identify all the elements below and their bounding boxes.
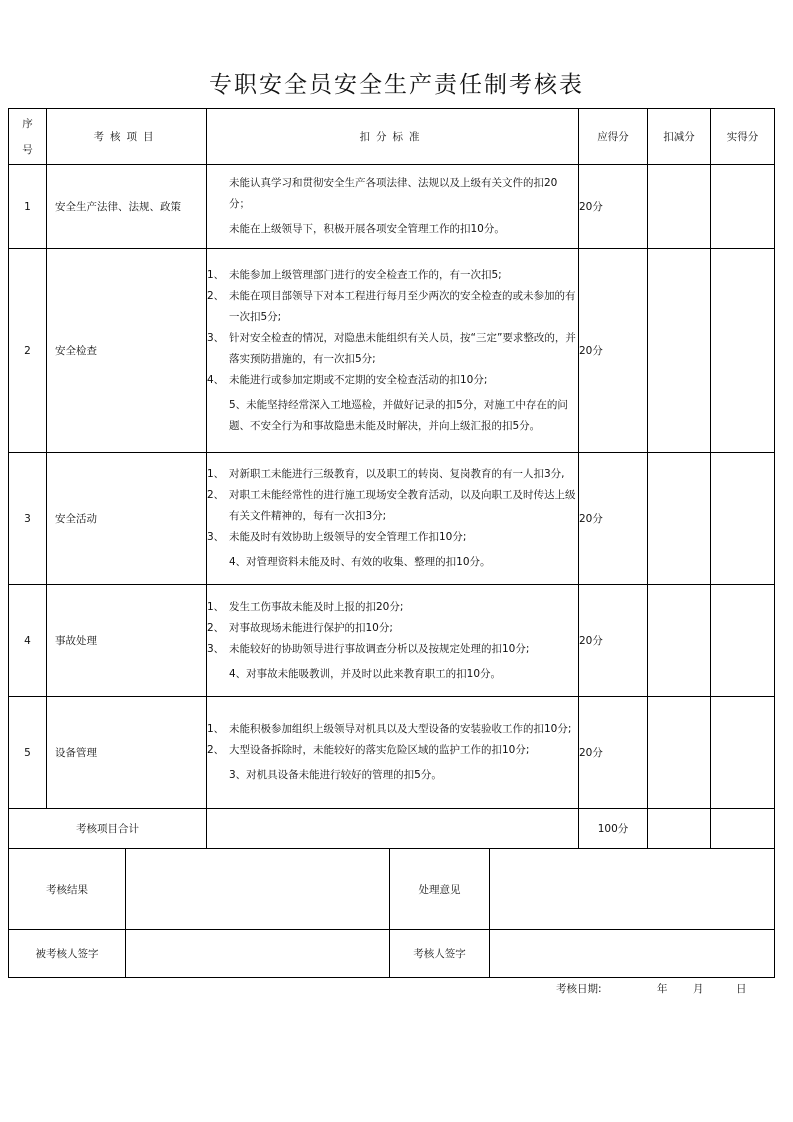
- criteria-line: 2、 对职工未能经常性的进行施工现场安全教育活动，以及向职工及时传达上级有关文件精神的，每有一次扣3分;: [207, 489, 576, 522]
- criteria-line: 4、 未能进行或参加定期或不定期的安全检查活动的扣10分;: [207, 373, 488, 386]
- criteria-line: 1、 未能参加上级管理部门进行的安全检查工作的，有一次扣5;: [207, 268, 502, 281]
- header-deduct: 扣减分: [648, 109, 711, 165]
- row-number: 2: [9, 249, 47, 453]
- total-row: [9, 809, 775, 849]
- row-criteria: [207, 697, 579, 809]
- criteria-line: 3、 针对安全检查的情况，对隐患未能组织有关人员，按“三定”要求整改的，并落实预防措施的，有一次扣5分;: [207, 331, 576, 365]
- row-item: 事故处理: [47, 585, 207, 697]
- opinion-label: 处理意见: [390, 849, 490, 930]
- assessor-signature-label: 考核人签字: [390, 930, 490, 978]
- criteria-line: 4、对管理资料未能及时、有效的收集、整理的扣10分。: [229, 556, 491, 568]
- row-number: 5: [9, 697, 47, 809]
- signature-table: [8, 848, 775, 978]
- date-month: 月: [693, 983, 704, 995]
- header-criteria: 扣分标准: [207, 109, 579, 165]
- row-actual-cell[interactable]: [711, 249, 775, 453]
- row-item: 设备管理: [47, 697, 207, 809]
- total-actual-cell[interactable]: [711, 809, 775, 849]
- row-number: 3: [9, 453, 47, 585]
- header-seq: [9, 109, 47, 165]
- header-seq-bottom: 号: [22, 143, 33, 156]
- row-criteria: [207, 585, 579, 697]
- row-item: 安全检查: [47, 249, 207, 453]
- result-label: 考核结果: [9, 849, 126, 930]
- table-row: [9, 453, 775, 585]
- criteria-line: 1、 发生工伤事故未能及时上报的扣20分;: [207, 600, 404, 613]
- table-row: [9, 585, 775, 697]
- criteria-line: 未能认真学习和贯彻安全生产各项法律、法规以及上级有关文件的扣20分；: [229, 177, 558, 210]
- row-deduct-cell[interactable]: [648, 585, 711, 697]
- row-deduct-cell[interactable]: [648, 453, 711, 585]
- row-criteria: [207, 165, 579, 249]
- total-deduct-cell[interactable]: [648, 809, 711, 849]
- header-seq-top: 序: [22, 117, 33, 130]
- assessor-signature-field[interactable]: [490, 930, 775, 978]
- result-field[interactable]: [126, 849, 390, 930]
- table-header-row: [9, 109, 775, 165]
- row-deduct-cell[interactable]: [648, 165, 711, 249]
- opinion-field[interactable]: [490, 849, 775, 930]
- criteria-line: 1、 未能积极参加组织上级领导对机具以及大型设备的安装验收工作的扣10分;: [207, 723, 572, 735]
- header-due: 应得分: [579, 109, 648, 165]
- criteria-line: 5、未能坚持经常深入工地巡检，并做好记录的扣5分，对施工中存在的问题、不安全行为和事故隐患未能及时解决，并向上级汇报的扣5分。: [229, 398, 568, 432]
- row-actual-cell[interactable]: [711, 585, 775, 697]
- row-deduct-cell[interactable]: [648, 249, 711, 453]
- row-number: 4: [9, 585, 47, 697]
- row-item: 安全生产法律、法规、政策: [47, 165, 207, 249]
- row-criteria: [207, 249, 579, 453]
- criteria-line: 2、 大型设备拆除时，未能较好的落实危险区域的监护工作的扣10分;: [207, 744, 530, 756]
- total-score: 100分: [579, 809, 648, 849]
- row-actual-cell[interactable]: [711, 165, 775, 249]
- date-day: 日: [736, 983, 747, 995]
- total-criteria-cell: [207, 809, 579, 849]
- row-score: 20分: [579, 453, 648, 585]
- criteria-line: 1、 对新职工未能进行三级教育，以及职工的转岗、复岗教育的有一人扣3分,: [207, 468, 565, 480]
- criteria-line: 未能在上级领导下，积极开展各项安全管理工作的扣10分。: [229, 223, 505, 235]
- criteria-line: 2、 未能在项目部领导下对本工程进行每月至少两次的安全检查的或未参加的有一次扣5分;: [207, 289, 576, 323]
- table-row: [9, 165, 775, 249]
- signature-row: [9, 930, 775, 978]
- criteria-line: 4、对事故未能吸教训，并及时以此来教育职工的扣10分。: [229, 667, 502, 680]
- row-actual-cell[interactable]: [711, 697, 775, 809]
- row-item: 安全活动: [47, 453, 207, 585]
- criteria-line: 3、 未能较好的协助领导进行事故调查分析以及按规定处理的扣10分;: [207, 642, 530, 655]
- assessee-signature-label: 被考核人签字: [9, 930, 126, 978]
- header-actual: 实得分: [711, 109, 775, 165]
- row-score: 20分: [579, 249, 648, 453]
- total-label: 考核项目合计: [9, 809, 207, 849]
- date-label: 考核日期:: [556, 983, 602, 995]
- date-year: 年: [657, 983, 668, 995]
- row-number: 1: [9, 165, 47, 249]
- table-row: [9, 697, 775, 809]
- table-row: [9, 249, 775, 453]
- row-criteria: [207, 453, 579, 585]
- row-deduct-cell[interactable]: [648, 697, 711, 809]
- result-row: [9, 849, 775, 930]
- header-item: 考核项目: [47, 109, 207, 165]
- page-title: 专职安全员安全生产责任制考核表: [209, 72, 584, 98]
- assessment-table: [8, 108, 775, 849]
- row-score: 20分: [579, 697, 648, 809]
- row-actual-cell[interactable]: [711, 453, 775, 585]
- assessee-signature-field[interactable]: [126, 930, 390, 978]
- criteria-line: 3、 未能及时有效协助上级领导的安全管理工作扣10分;: [207, 531, 467, 543]
- criteria-line: 3、对机具设备未能进行较好的管理的扣5分。: [229, 769, 442, 781]
- row-score: 20分: [579, 165, 648, 249]
- row-score: 20分: [579, 585, 648, 697]
- criteria-line: 2、 对事故现场未能进行保护的扣10分;: [207, 621, 393, 634]
